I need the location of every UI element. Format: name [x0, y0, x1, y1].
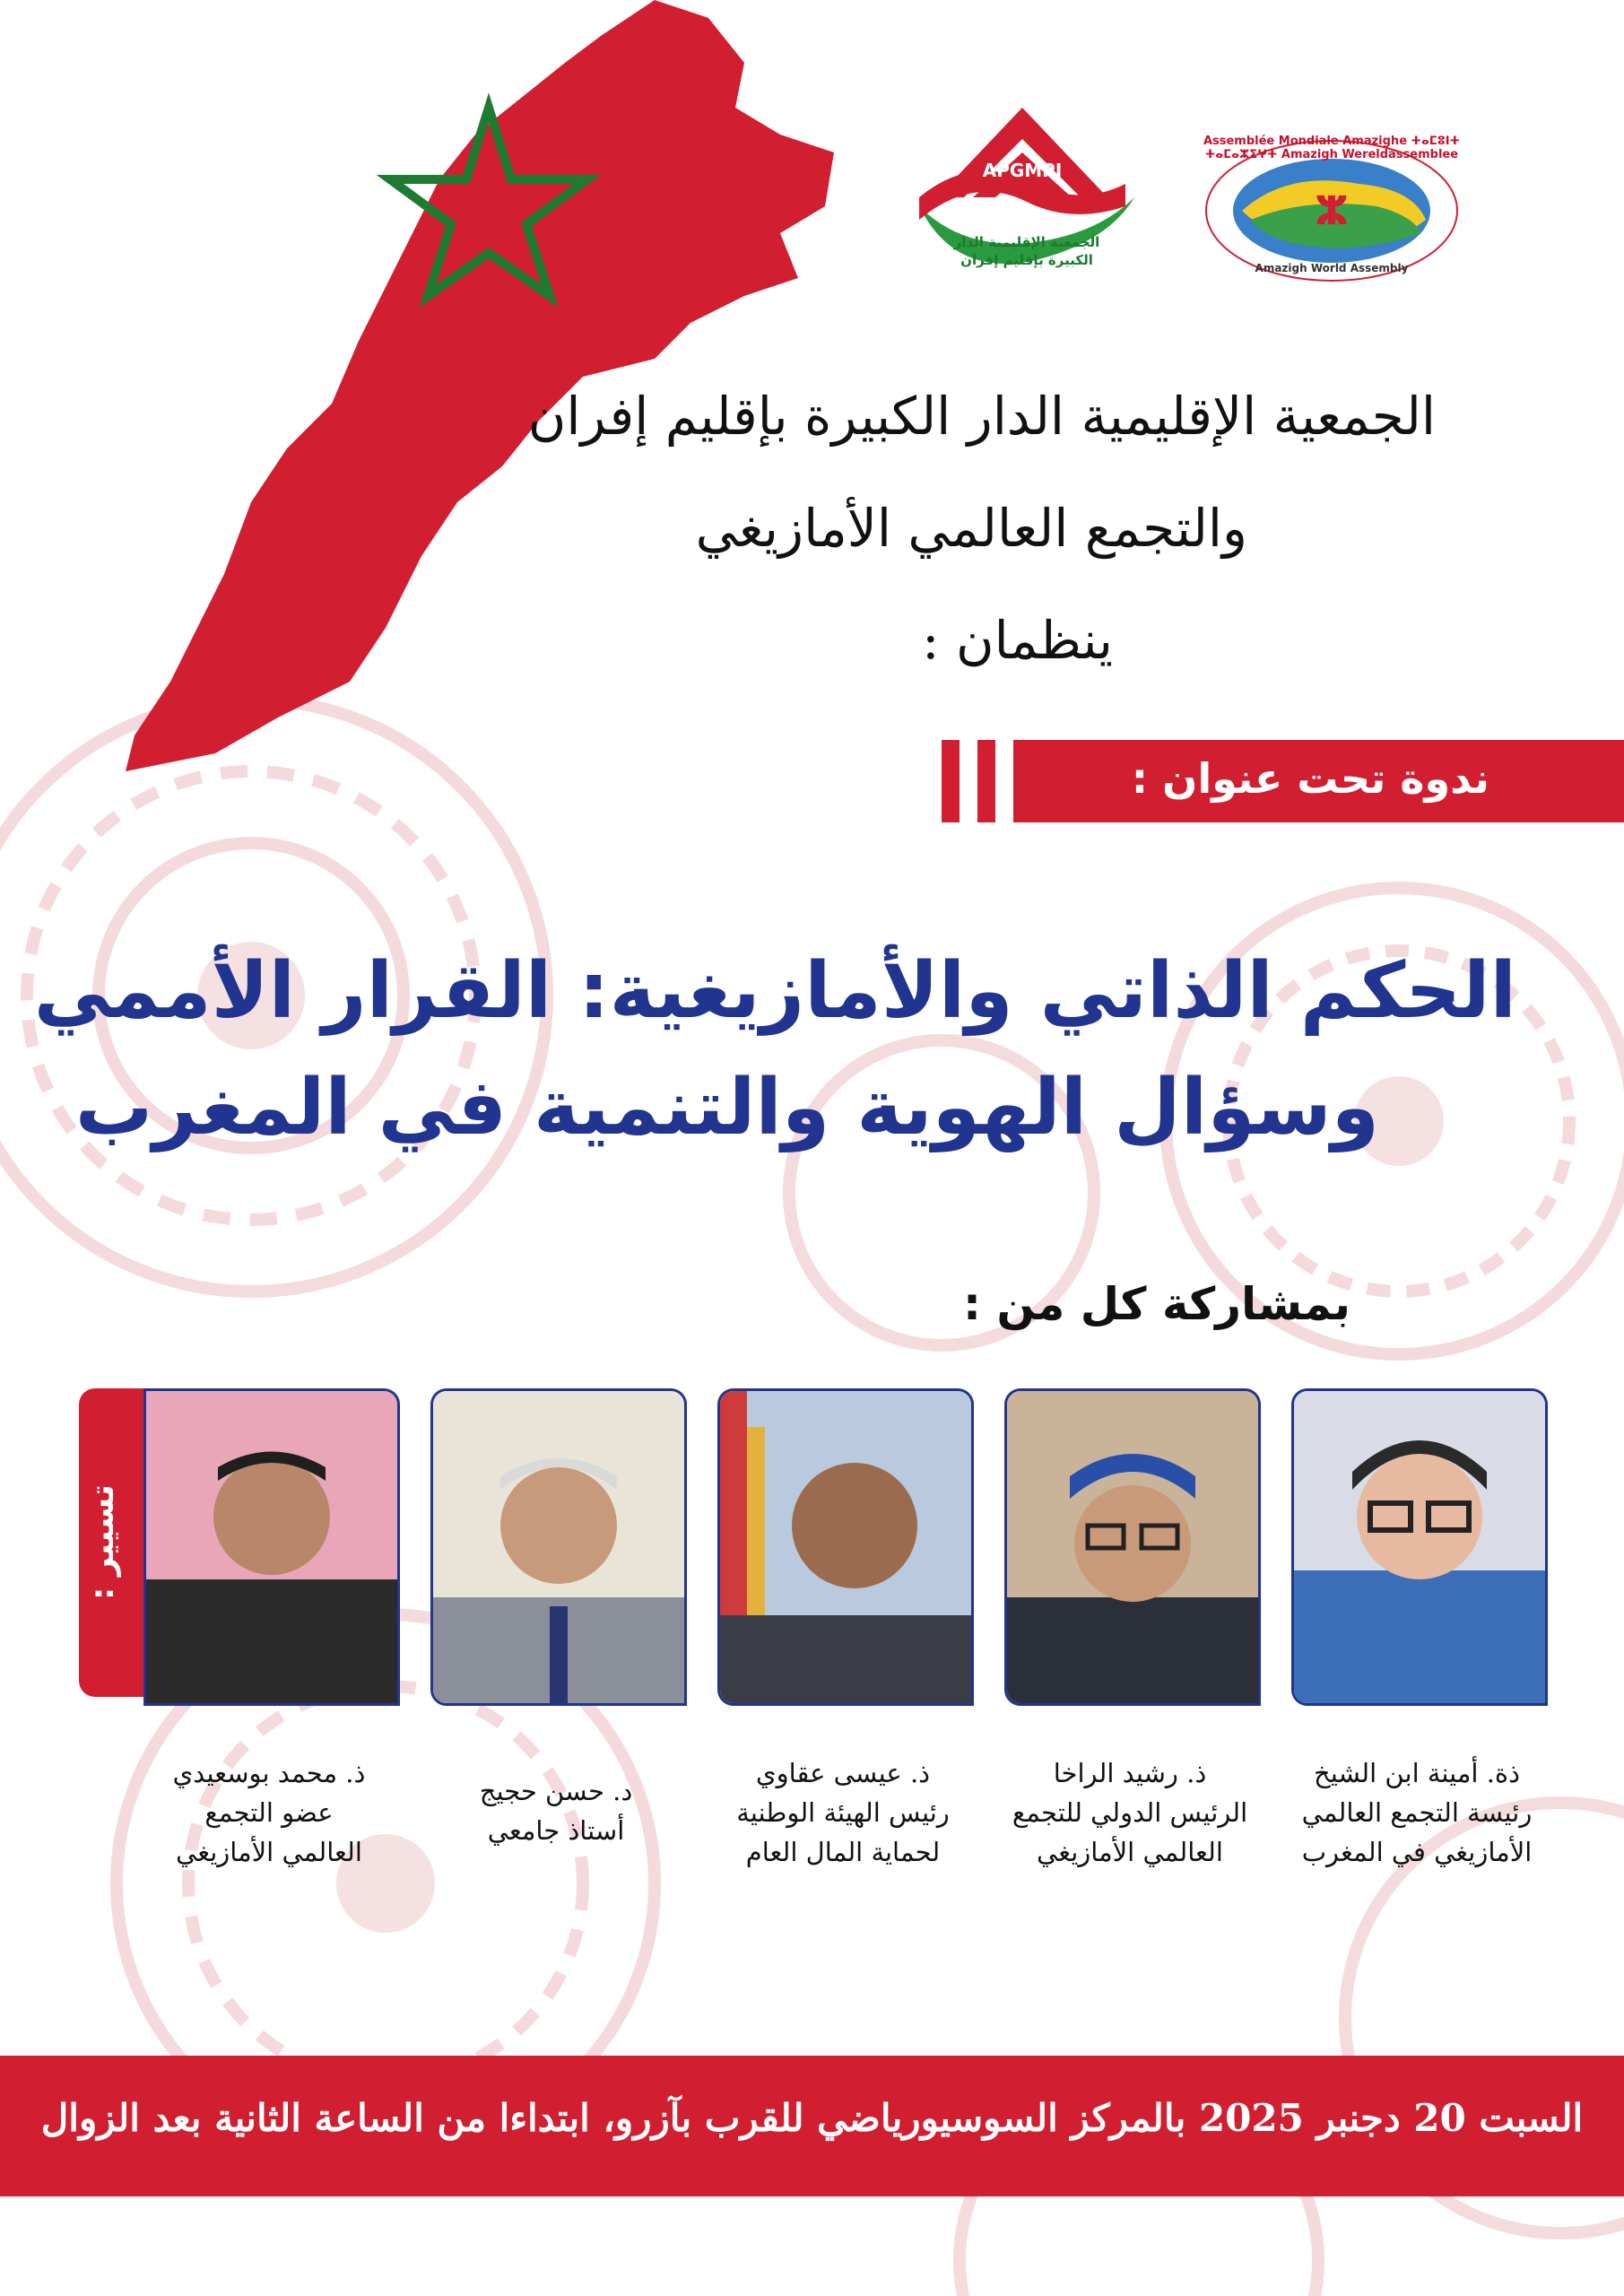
speaker-photo-3 [717, 1388, 974, 1706]
banner-label: ندوة تحت عنوان : [1131, 754, 1489, 803]
svg-text:ⵣ: ⵣ [1315, 188, 1349, 234]
title-line-1: الحكم الذاتي والأمازيغية: القرار الأممي [33, 946, 1516, 1036]
apgmpi-logo [901, 99, 1143, 314]
speaker-role: أستاذ جامعي [487, 1815, 625, 1846]
organizer-line-2: والتجمع العالمي الأمازيغي [695, 498, 1247, 559]
speaker-caption-5 [126, 1753, 413, 1872]
amazigh-world-assembly-logo [1197, 135, 1466, 287]
organizer-line-1: الجمعية الإقليمية الدار الكبيرة بإقليم إفران [527, 386, 1436, 447]
participants-label: بمشاركة كل من : [962, 1278, 1350, 1330]
moderation-label: تسيير : [84, 1484, 121, 1601]
apgmpi-arabic-name: الجمعية الإقليمية الدار الكبيرة بإقليم إفران [953, 234, 1100, 268]
banner-bar-2 [977, 740, 995, 822]
speaker-role: الرئيس الدولي للتجمع [1012, 1797, 1248, 1828]
speaker-role: رئيس الهيئة الوطنية [736, 1797, 950, 1828]
speaker-photo-2 [1004, 1388, 1261, 1706]
speaker-name: ذة. أمينة ابن الشيخ [1313, 1758, 1521, 1788]
organizer-line-3: ينظمان : [922, 610, 1113, 671]
speaker-name: ذ. عيسى عقاوي [755, 1758, 931, 1788]
title-line-2: وسؤال الهوية والتنمية في المغرب [74, 1063, 1380, 1152]
speaker-caption-3 [699, 1753, 986, 1872]
speaker-photo-1 [1291, 1388, 1548, 1706]
awa-bottom-text: Amazigh World Assembly [1255, 262, 1409, 274]
banner-bar-1 [942, 740, 960, 822]
speaker-role: لحماية المال العام [745, 1837, 941, 1867]
speaker-photo-4 [430, 1388, 687, 1706]
speaker-role: عضو التجمع [204, 1797, 334, 1828]
speaker-role: العالمي الأمازيغي [176, 1837, 362, 1867]
speaker-caption-2 [986, 1753, 1273, 1872]
speaker-name: ذ. محمد بوسعيدي [172, 1758, 366, 1788]
speaker-role: الأمازيغي في المغرب [1301, 1837, 1533, 1867]
event-date-location: السبت 20 دجنبر 2025 بالمركز السوسيورياضي للقرب بآزرو، ابتداءا من الساعة الثانية بعد الزوال [40, 2096, 1584, 2140]
title-banner [1013, 740, 1624, 822]
footer-band [0, 2056, 1624, 2196]
awa-ring-text: Assemblée Mondiale Amazighe ⵜⴰⵎⵓⵏⵜ ⵜⴰⵎⴰⵣⵉⵖⵜ Amazigh Wereldassemblee [1203, 135, 1461, 161]
speaker-caption-4 [413, 1771, 699, 1850]
apgmpi-wordmark: APGMPI [982, 160, 1063, 181]
speaker-name: ذ. رشيد الراخا [1053, 1758, 1207, 1788]
speaker-role: العالمي الأمازيغي [1037, 1837, 1223, 1867]
speaker-caption-1 [1273, 1753, 1560, 1872]
speaker-name: د. حسن حجيج [479, 1776, 633, 1806]
speaker-photo-5 [143, 1388, 400, 1706]
speaker-role: رئيسة التجمع العالمي [1301, 1797, 1533, 1828]
